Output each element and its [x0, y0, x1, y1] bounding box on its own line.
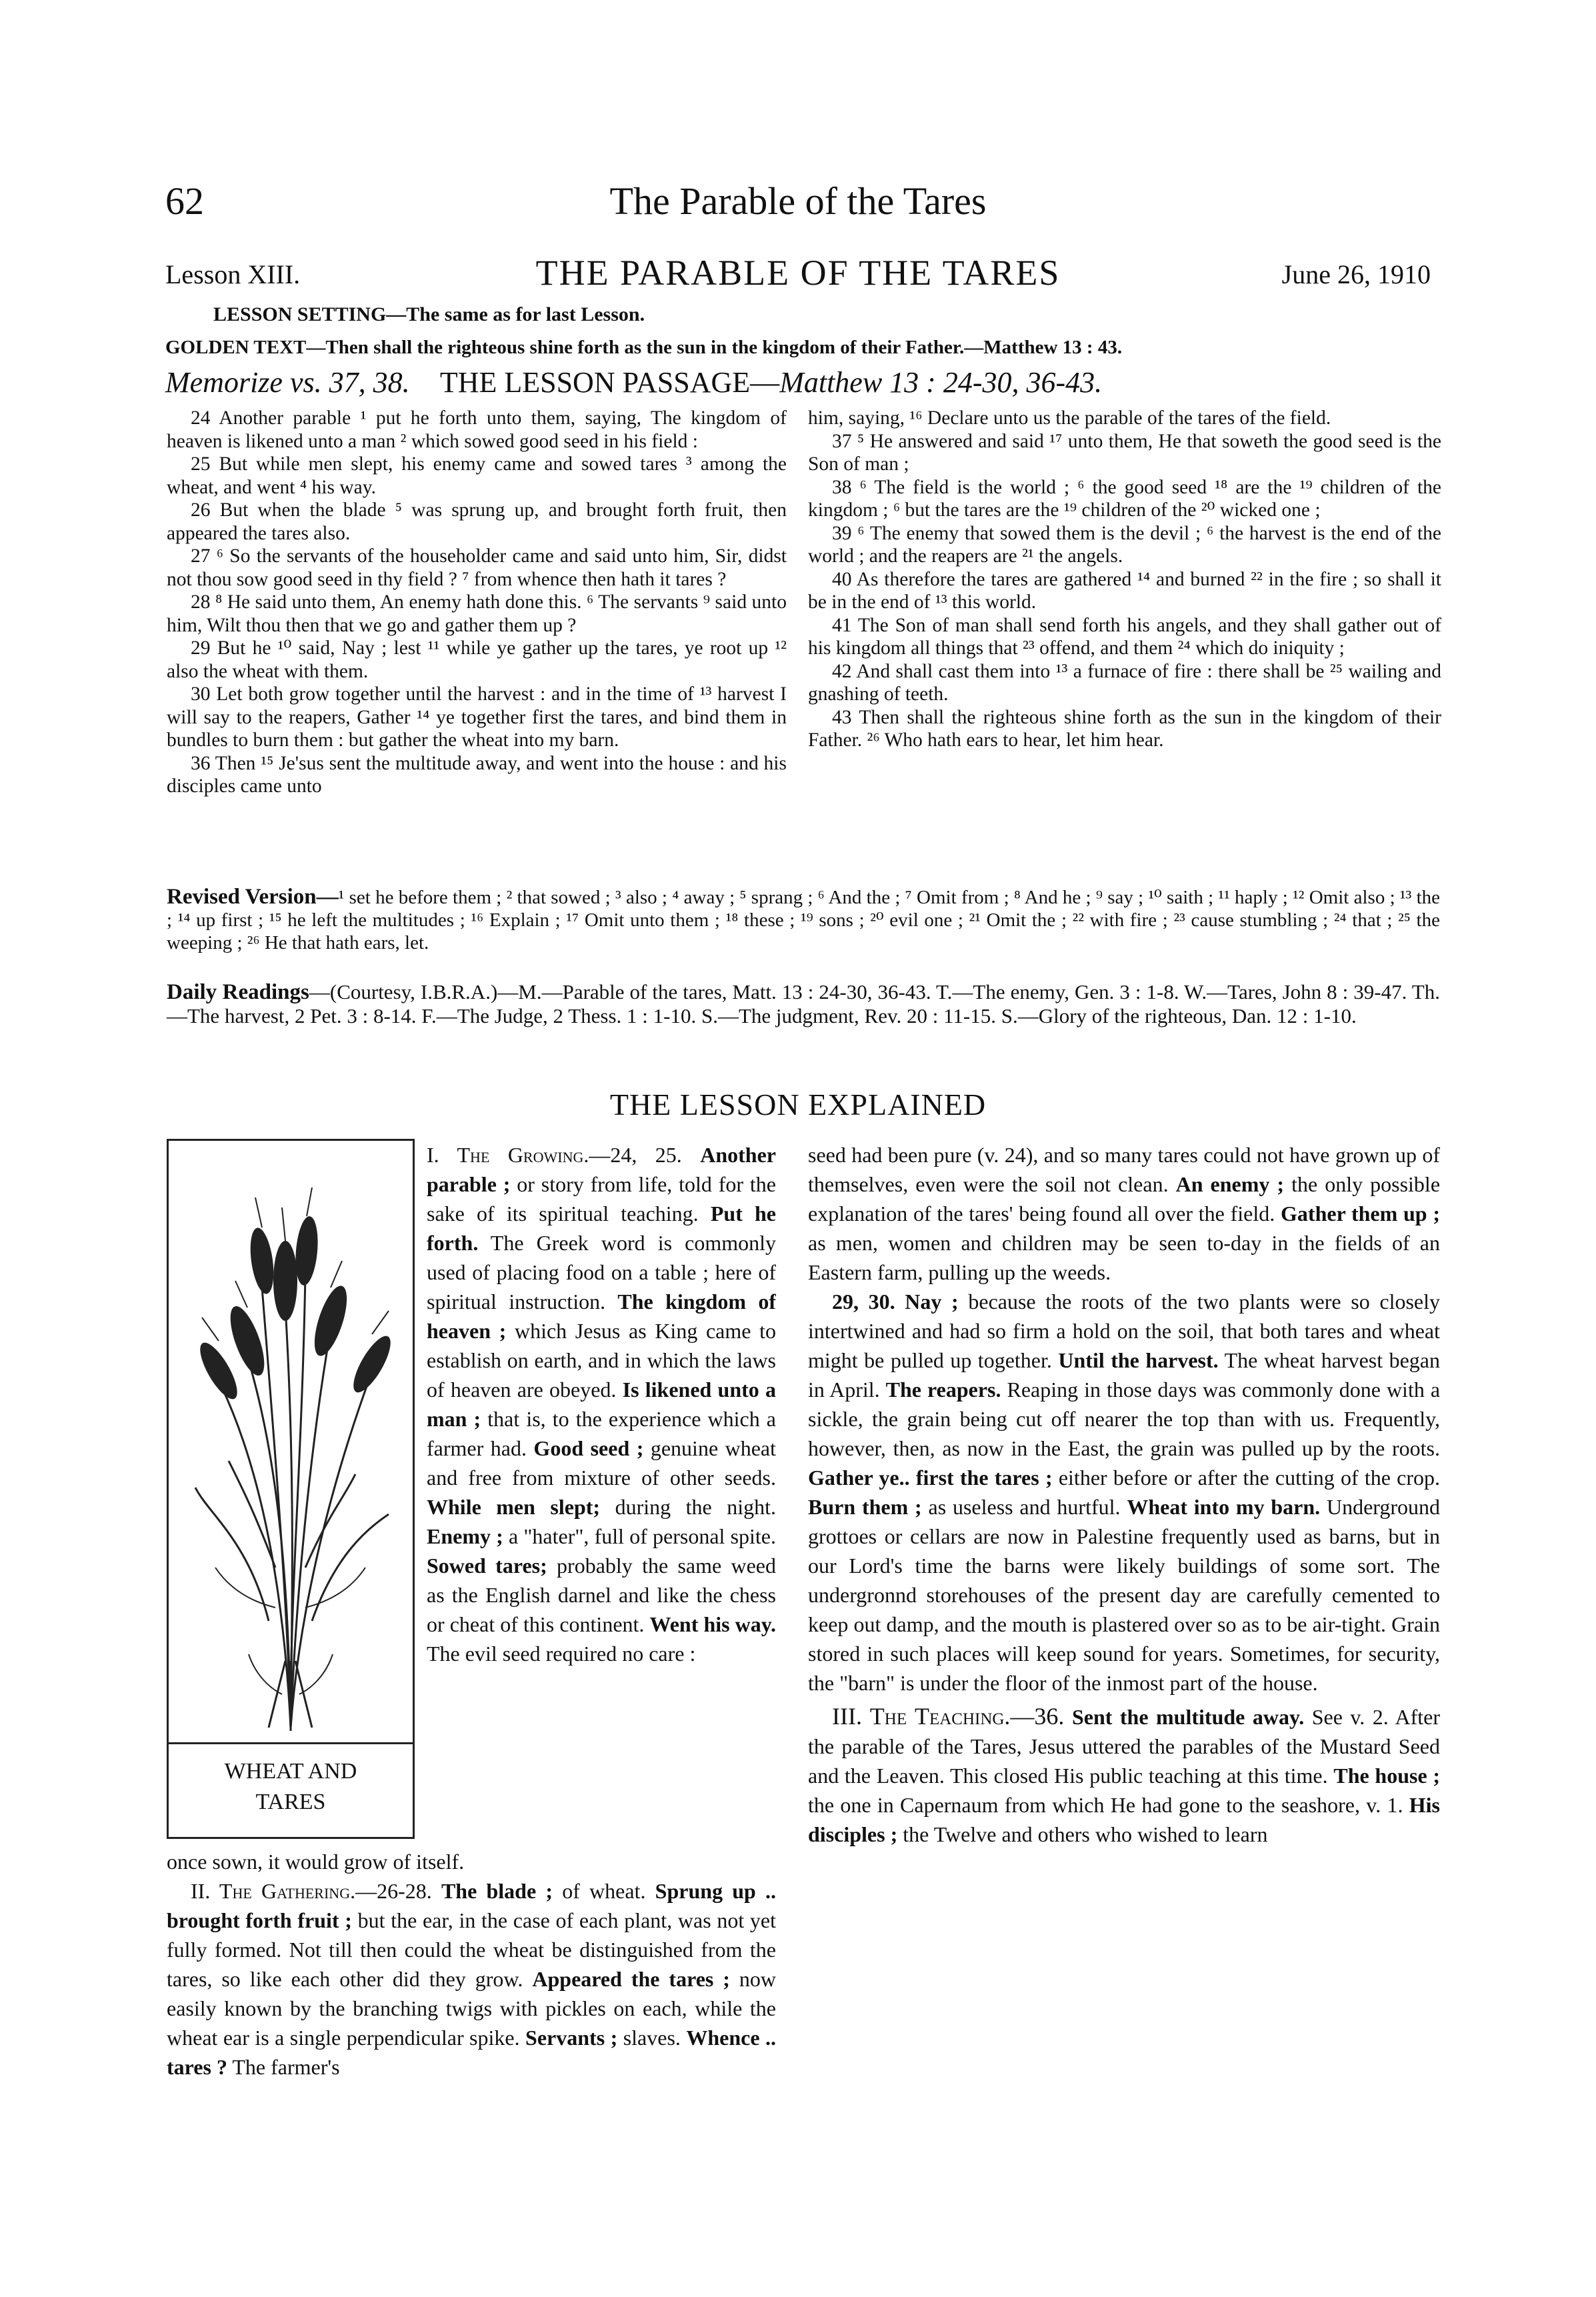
text: Underground grottoes or cellars are now in Palestine frequently used as barns, but in our Lord's time the barns were likely buildings of some sort. The undergronnd storehouses of the present day are carefully cemented to keep out damp, and the mouth is plastered over so as to be air-tight. Grain stored in such places will keep sound for years. Sometimes, for security, the "barn" is under the floor of the inmost part of the house.: [808, 1495, 1440, 1695]
passage-left-column: [167, 407, 787, 887]
term: Sprung up .. brought forth fruit ;: [167, 1879, 776, 1932]
text: Reaping in those days was commonly done with a sickle, the grain being cut off nearer the top than with us. Frequently, however, then, as now in the East, the grain was pulled up by the roots.: [808, 1378, 1440, 1460]
text: slaves.: [617, 2026, 687, 2050]
revised-version-label: Revised Version—: [167, 885, 339, 909]
section-heading: II. The Gathering.—26-28.: [191, 1879, 432, 1903]
wheat-sheaf-illustration: [169, 1141, 413, 1744]
text: The farmer's: [227, 2055, 340, 2079]
daily-readings-text: —(Courtesy, I.B.R.A.)—M.—Parable of the tares, Matt. 13 : 24-30, 36-43. T.—The enemy, Gen. 3 : 1-8. W.—Tares, John 8 : 39-47. Th.—The harvest, 2 Pet. 3 : 8-14. F.—The Judge, 2 Thess. 1 : 1-10. S.—The judgment, Rev. 20 : 11-15. S.—Glory of the righteous, Dan. 12 : 1-10.: [167, 980, 1440, 1027]
verse: 27 ⁶ So the servants of the householder came and said unto him, Sir, didst not thou sow good seed in thy field ? ⁷ from whence then hath it tares ?: [167, 545, 787, 590]
text: a "hater", full of personal spite.: [503, 1524, 776, 1548]
term: An enemy ;: [1175, 1172, 1285, 1196]
verse: him, saying, ¹⁶ Declare unto us the parable of the tares of the field.: [808, 407, 1331, 429]
text: See v. 2. After the parable of the Tares, Jesus uttered the parables of the Mustard Seed and the Leaven. This closed His public teaching at this time.: [808, 1705, 1440, 1788]
memorize-row: [165, 365, 1445, 399]
verse: 42 And shall cast them into ¹³ a furnace of fire : there shall be ²⁵ wailing and gnashing of teeth.: [808, 660, 1441, 705]
explained-col1-bottom: [167, 1847, 776, 2220]
page-number: 62: [165, 179, 204, 223]
term: The kingdom of heaven ;: [427, 1290, 776, 1343]
daily-readings: [167, 980, 1440, 1028]
verse: 43 Then shall the righteous shine forth as the sun in the kingdom of their Father. ²⁶ Who hath ears to hear, let him hear.: [808, 706, 1441, 751]
term: While men slept;: [427, 1495, 601, 1519]
text: seed had been pure (v. 24), and so many tares could not have grown up of themselves, even were the soil not clean.: [808, 1143, 1440, 1196]
passage-heading: THE LESSON PASSAGE—: [439, 366, 780, 399]
section-heading: I. The Growing.—24, 25.: [427, 1143, 682, 1167]
term: Enemy ;: [427, 1524, 503, 1548]
text: during the night.: [600, 1495, 776, 1519]
text: the only possible explanation of the tares' being found all over the field.: [808, 1172, 1440, 1226]
revised-version-text: ¹ set he before them ; ² that sowed ; ³ also ; ⁴ away ; ⁵ sprang ; ⁶ And the ; ⁷ Omit from ; ⁸ And he ; ⁹ say ; ¹⁰ saith ; ¹¹ haply ; ¹² Omit also ; ¹³ the ; ¹⁴ up first ; ¹⁵ he left the multitudes ; ¹⁶ Explain ; ¹⁷ Omit unto them ; ¹⁸ these ; ¹⁹ sons ; ²⁰ evil one ; ²¹ Omit the ; ²² with fire ; ²³ cause stumbling ; ²⁴ that ; ²⁵ the weeping ; ²⁶ He that hath ears, let.: [167, 887, 1440, 953]
text: the Twelve and others who wished to learn: [897, 1822, 1268, 1846]
verse: 40 As therefore the tares are gathered ¹⁴ and burned ²² in the fire ; so shall it be in the end of ¹³ this world.: [808, 568, 1441, 613]
figure-caption-line: TARES: [255, 1790, 326, 1814]
verse: 39 ⁶ The enemy that sowed them is the devil ; ⁶ the harvest is the end of the world ; and the reapers are ²¹ the angels.: [808, 522, 1441, 567]
verse: 25 But while men slept, his enemy came and sowed tares ³ among the wheat, and went ⁴ his way.: [167, 453, 787, 498]
passage-reference: Matthew 13 : 24-30, 36-43.: [779, 366, 1103, 399]
verse: 36 Then ¹⁵ Je'sus sent the multitude away, and went into the house : and his disciples came unto: [167, 752, 787, 797]
text: or story from life, told for the sake of its spiritual teaching.: [427, 1172, 776, 1226]
term: Servants ;: [525, 2026, 618, 2050]
text: but the ear, in the case of each plant, was not yet fully formed. Not till then could the wheat be distinguished from the tares, so like each other did they grow.: [167, 1908, 776, 1991]
term: 29, 30. Nay ;: [832, 1290, 959, 1314]
text: either before or after the cutting of the crop.: [1052, 1466, 1440, 1490]
section-heading: III. The Teaching.—36.: [832, 1703, 1065, 1730]
term: The reapers.: [885, 1378, 1001, 1402]
term: Until the harvest.: [1058, 1348, 1219, 1372]
text: probably the same weed as the English darnel and like the chess or cheat of this continent.: [427, 1554, 776, 1636]
verse: 41 The Son of man shall send forth his angels, and they shall gather out of his kingdom all things that ²³ offend, and them ²⁴ which do iniquity ;: [808, 614, 1441, 659]
golden-text: GOLDEN TEXT—Then shall the righteous shine forth as the sun in the kingdom of their Father.—Matthew 13 : 43.: [165, 337, 1123, 358]
running-title: The Parable of the Tares: [609, 179, 987, 223]
lesson-title: THE PARABLE OF THE TARES: [535, 253, 1061, 293]
figure-caption-line: WHEAT AND: [224, 1759, 357, 1784]
text: The Greek word is commonly used of placing food on a table ; here of spiritual instruction.: [427, 1231, 776, 1314]
term: Is likened unto a man ;: [427, 1378, 776, 1431]
text: because the roots of the two plants were so closely intertwined and had so firm a hold on the soil, that both tares and wheat might be pulled up together.: [808, 1290, 1440, 1372]
term: Gather ye.. first the tares ;: [808, 1466, 1053, 1490]
verse: 38 ⁶ The field is the world ; ⁶ the good seed ¹⁸ are the ¹⁹ children of the kingdom ; ⁶ but the tares are the ¹⁹ children of the ²⁰ wicked one ;: [808, 476, 1441, 521]
passage-right-column: [808, 407, 1441, 887]
text: now easily known by the branching twigs with pickles on each, while the wheat ear is a single perpendicular spike.: [167, 1967, 776, 2050]
text: as men, women and children may be seen to-day in the fields of an Eastern farm, pulling up the weeds.: [808, 1231, 1440, 1284]
verse: 30 Let both grow together until the harvest : and in the time of ¹³ harvest I will say to the reapers, Gather ¹⁴ ye together first the tares, and bind them in bundles to burn them : but gather the wheat into my barn.: [167, 683, 787, 751]
term: Another parable ;: [427, 1143, 776, 1196]
wheat-figure: [167, 1139, 415, 1839]
explained-col2: [808, 1140, 1440, 2207]
revised-version-notes: [167, 885, 1440, 954]
verse: 28 ⁸ He said unto them, An enemy hath done this. ⁶ The servants ⁹ said unto him, Wilt thou then that we go and gather them up ?: [167, 591, 787, 636]
term: Sent the multitude away.: [1071, 1705, 1305, 1729]
term: Appeared the tares ;: [532, 1967, 730, 1991]
daily-readings-label: Daily Readings: [167, 980, 309, 1004]
verse: 26 But when the blade ⁵ was sprung up, and brought forth fruit, then appeared the tares also.: [167, 499, 787, 544]
term: Burn them ;: [808, 1495, 922, 1519]
text: The wheat harvest began in April.: [808, 1348, 1440, 1402]
term: The blade ;: [441, 1879, 553, 1903]
text: genuine wheat and free from mixture of other seeds.: [427, 1436, 776, 1490]
text: that is, to the experience which a farmer had.: [427, 1407, 776, 1460]
text: as useless and hurtful.: [921, 1495, 1127, 1519]
verse: 29 But he ¹⁰ said, Nay ; lest ¹¹ while ye gather up the tares, ye root up ¹² also the wheat with them.: [167, 637, 787, 682]
verse: 24 Another parable ¹ put he forth unto them, saying, The kingdom of heaven is likened unto a man ² which sowed good seed in his field :: [167, 407, 787, 452]
term: Good seed ;: [533, 1436, 644, 1460]
figure-caption: [169, 1744, 413, 1831]
term: Whence .. tares ?: [167, 2026, 776, 2079]
wheat-sheaf-icon: [169, 1141, 413, 1742]
text: the one in Capernaum from which He had gone to the seashore, v. 1.: [808, 1793, 1409, 1817]
verse: 37 ⁵ He answered and said ¹⁷ unto them, He that soweth the good seed is the Son of man ;: [808, 430, 1441, 475]
lesson-number: Lesson XIII.: [165, 259, 301, 289]
term: Put he forth.: [427, 1202, 776, 1255]
term: Wheat into my barn.: [1127, 1495, 1321, 1519]
term: The house ;: [1333, 1764, 1440, 1788]
explained-heading: THE LESSON EXPLAINED: [609, 1087, 987, 1121]
text: which Jesus as King came to establish on earth, and in which the laws of heaven are obeyed.: [427, 1319, 776, 1402]
lesson-setting: LESSON SETTING—The same as for last Lesson.: [213, 303, 645, 325]
text: The evil seed required no care :: [427, 1642, 696, 1666]
term: Sowed tares;: [427, 1554, 547, 1578]
memorize-verses: Memorize vs. 37, 38.: [165, 366, 410, 399]
text: once sown, it would grow of itself.: [167, 1850, 465, 1874]
term: His disciples ;: [808, 1793, 1440, 1846]
term: Went his way.: [649, 1612, 776, 1636]
explained-col1-top: [427, 1140, 776, 1847]
lesson-date: June 26, 1910: [1281, 259, 1431, 289]
term: Gather them up ;: [1281, 1202, 1440, 1226]
text: of wheat.: [553, 1879, 655, 1903]
